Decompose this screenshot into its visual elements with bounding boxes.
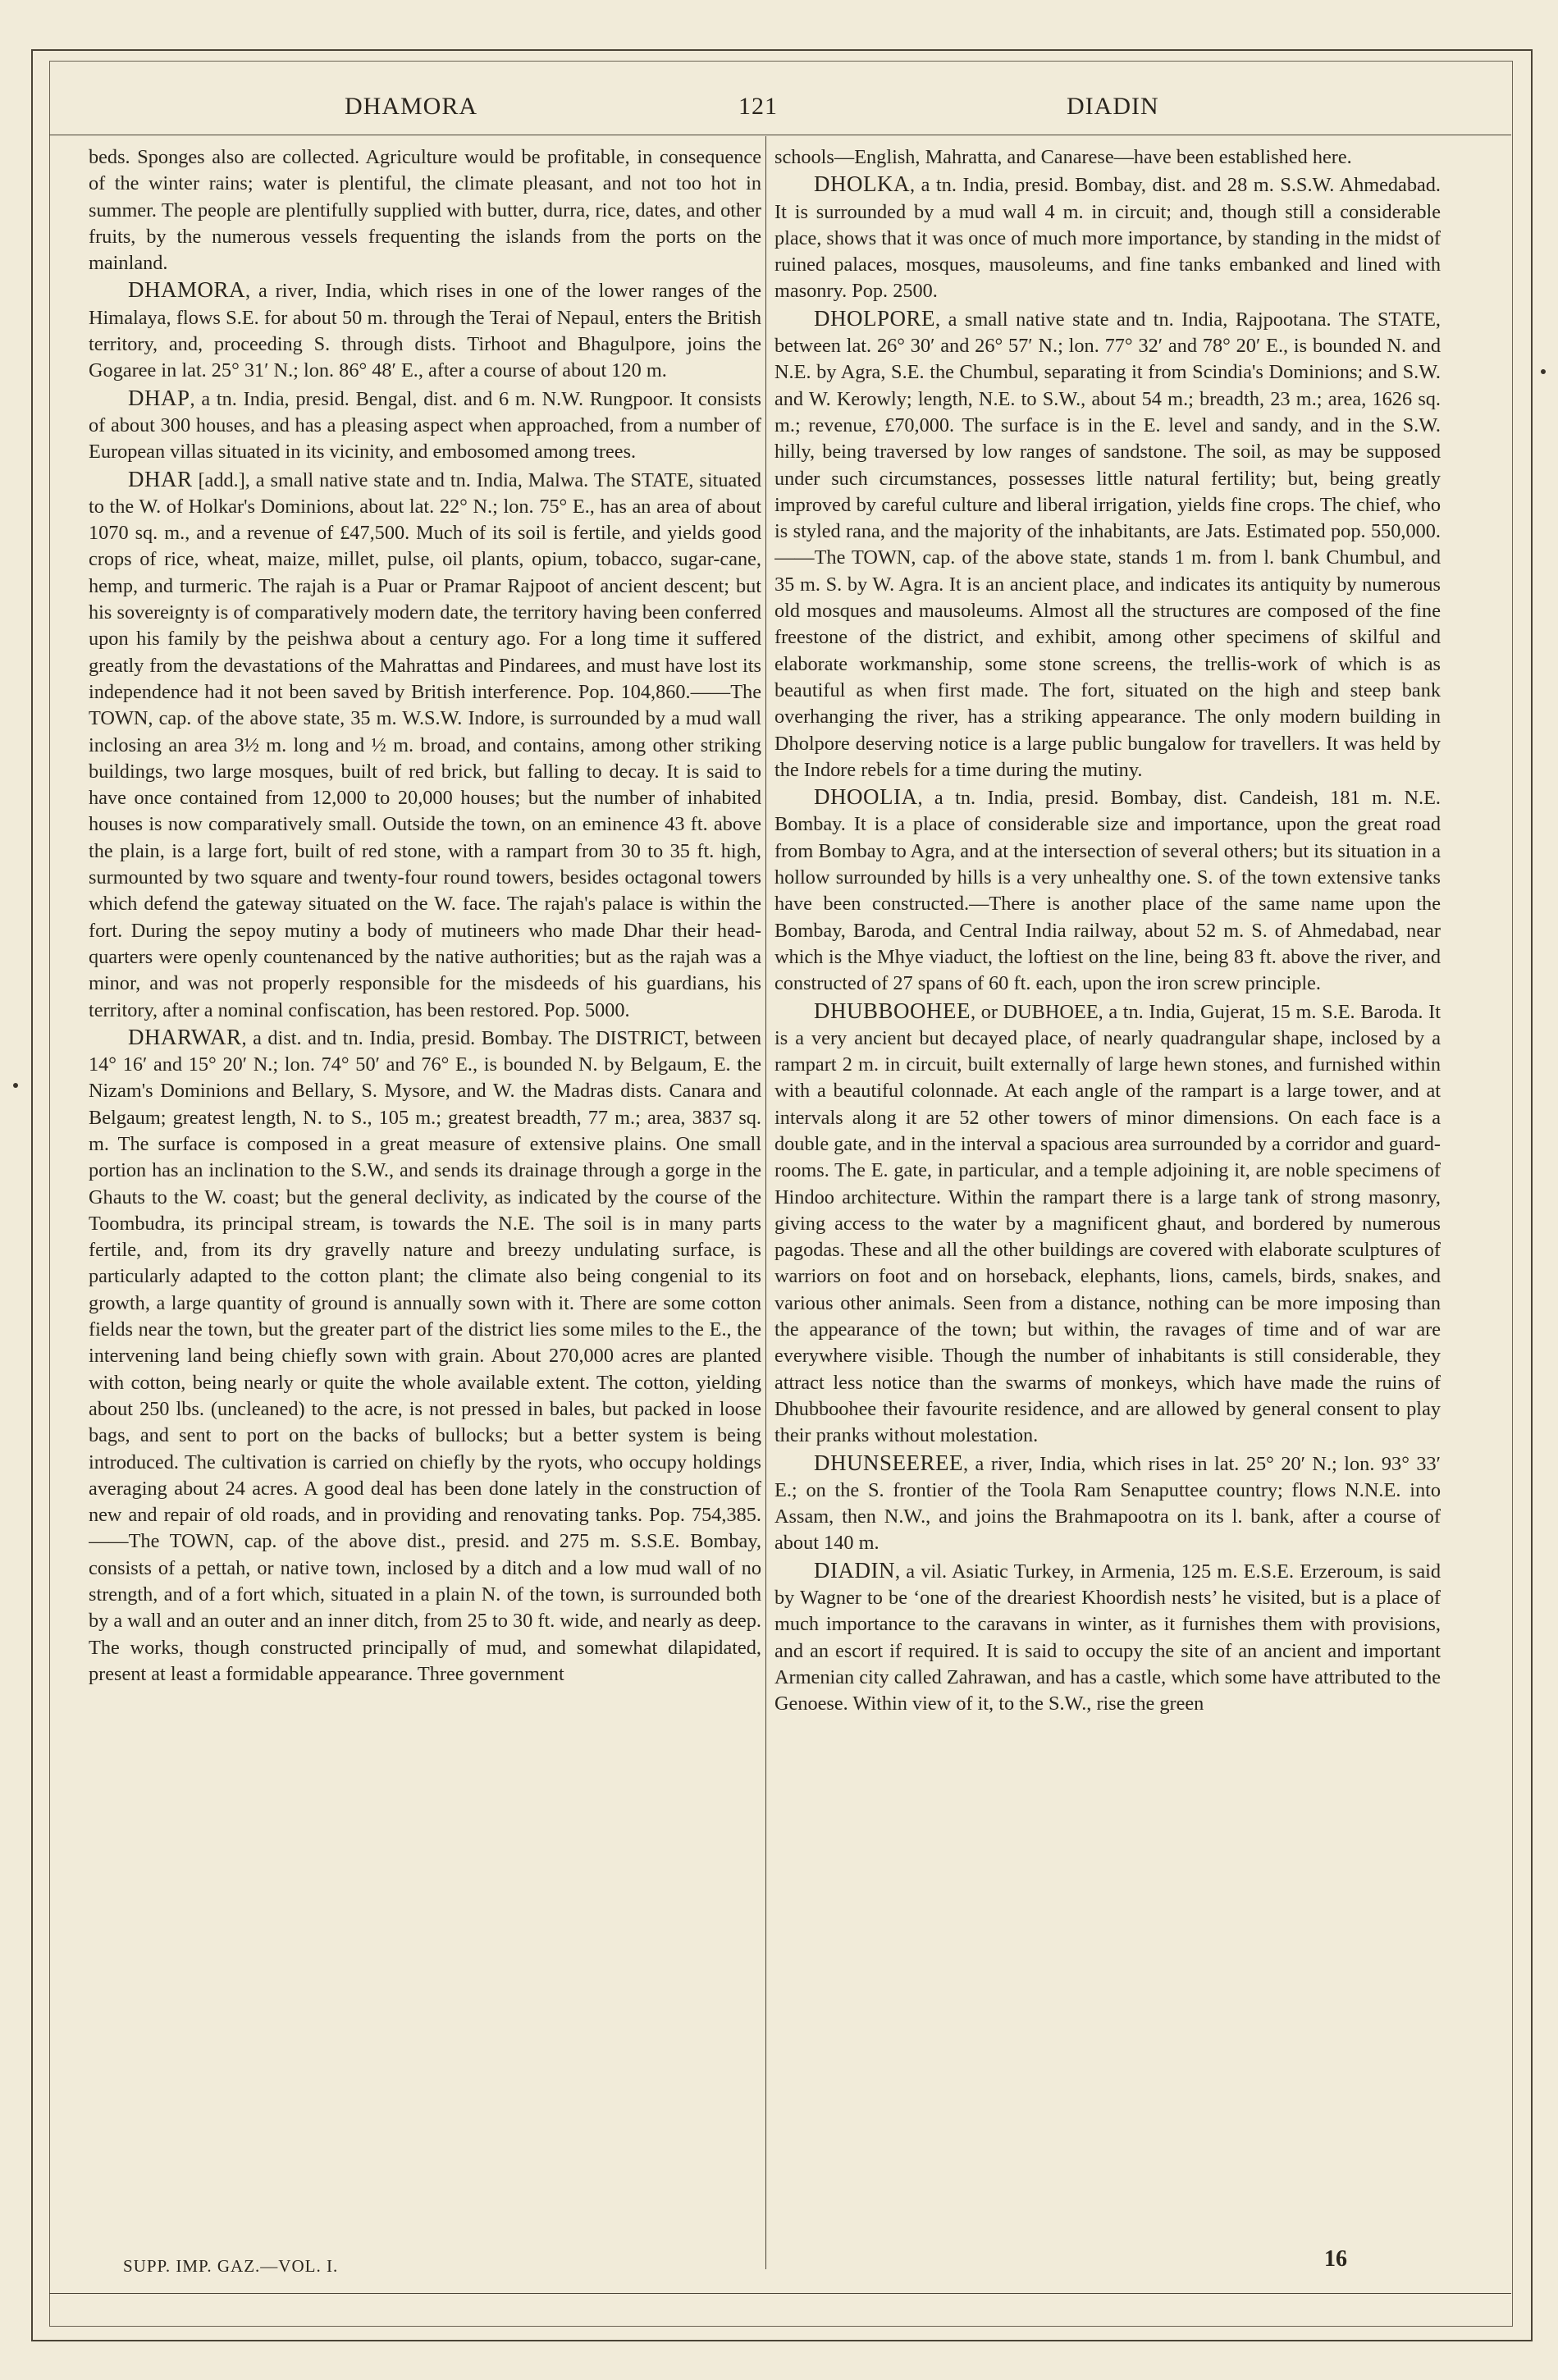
entry-text: , a tn. India, presid. Bengal, dist. and 6 m. N.W. Rungpoor. It consists of about 300 houses, and has a pleasing aspect when approached, from a number of European villas situated in its vicinity, and embosomed among trees.	[89, 387, 761, 464]
entry-text: , a river, India, which rises in lat. 25° 20′ N.; lon. 93° 33′ E.; on the S. frontier of the Toola Ram Senaputtee country; flows N.N.E. into Assam, then N.W., and joins the Brahmapootra on its l. bank, after a course of about 140 m.	[774, 1452, 1441, 1555]
entry-text: , a tn. India, presid. Bombay, dist. and 28 m. S.S.W. Ahmedabad. It is surrounded by a mud wall 4 m. in circuit; and, though still a considerable place, shows that it was once of much more importance, by standing in the midst of ruined palaces, mosques, mausoleums, and fine tanks embanked and lined with masonry. Pop. 2500.	[774, 174, 1441, 303]
headword: DHUNSEEREE	[814, 1450, 963, 1475]
right-para-continuation	[774, 144, 1441, 171]
entry-dharwar	[89, 1024, 761, 1688]
page-number: 121	[738, 93, 778, 120]
headword: DHOLKA	[814, 171, 910, 197]
entry-text: , a river, India, which rises in one of the lower ranges of the Himalaya, flows S.E. for about 50 m. through the Terai of Nepaul, enters the British territory, and, proceeding S. through dists. Tirhoot and Bhagulpore, joins the Gogaree in lat. 25° 31′ N.; lon. 86° 48′ E., after a course of about 120 m.	[89, 280, 761, 382]
margin-dot	[13, 1083, 18, 1088]
headword: DHAP	[128, 385, 190, 410]
entry-text: , or DUBHOEE, a tn. India, Gujerat, 15 m. S.E. Baroda. It is a very ancient but decayed place, of nearly quadrangular shape, inclosed by a rampart 2 m. in circuit, built externally of large hewn stones, and furnished within with a beautiful colonnade. At each angle of the rampart is a large tower, and at intervals along it are 52 other towers of minor dimensions. On each face is a double gate, and in the interval a spacious area surrounded by a corridor and guard-rooms. The E. gate, in particular, and a temple adjoining it, are noble specimens of Hindoo architecture. Within the rampart there is a large tank of strong masonry, giving access to the water by a magnificent ghaut, and bordered by numerous pagodas. These and all the other buildings are covered with elaborate sculptures of warriors on foot and on horseback, elephants, lions, camels, birds, snakes, and various other animals. Seen from a distance, nothing can be more imposing than the appearance of the town; but within, the ravages of time and of war are everywhere visible. Though the number of inhabitants is still considerable, they attract less notice than the swarms of monkeys, which have made the ruins of Dhubboohee their favourite residence, and are allowed by general consent to play their pranks without molestation.	[774, 1000, 1441, 1447]
entry-dhoolia	[774, 783, 1441, 997]
signature-mark: SUPP. IMP. GAZ.—VOL. I.	[123, 2256, 339, 2276]
entry-dhunseeree	[774, 1450, 1441, 1557]
entry-text: , a dist. and tn. India, presid. Bombay. The DISTRICT, between 14° 16′ and 15° 20′ N.; lon. 74° 50′ and 76° E., is bounded N. by Belgaum, E. the Nizam's Dominions and Bellary, S. Mysore, and W. the Madras dists. Canara and Belgaum; greatest length, N. to S., 105 m.; greatest breadth, 77 m.; area, 3837 sq. m. The surface is composed in a great measure of extensive plains. One small portion has an inclination to the S.W., and sends its drainage through a gorge in the Ghauts to the W. coast; but the general declivity, as indicated by the course of the Toombudra, its principal stream, is towards the N.E. The soil is in many parts fertile, and, from its dry gravelly nature and breezy undulating surface, is particularly adapted to the cotton plant; the climate also being congenial to its growth, a large quantity of ground is annually sown with it. There are some cotton fields near the town, but the greater part of the district lies some miles to the E., the intervening land being chiefly sown with grain. About 270,000 acres are planted with cotton, being nearly or quite the whole available extent. The cotton, yielding about 250 lbs. (uncleaned) to the acre, is not pressed in bales, but packed in loose bags, and sent to port on the backs of bullocks; but a better system is being introduced. The cultivation is carried on chiefly by the ryots, who occupy holdings averaging about 24 acres. A good deal has been done lately in the construction of new and repair of old roads, and in providing and renovating tanks. Pop. 754,385.——The TOWN, cap. of the above dist., presid. and 275 m. S.S.E. Bombay, consists of a pettah, or native town, inclosed by a ditch and a low mud wall of no strength, and of a fort which, situated in a plain N. of the town, is surrounded both by a wall and an outer and an inner ditch, from 25 to 30 ft. wide, and nearly as deep. The works, though constructed principally of mud, and somewhat dilapidated, present at least a formidable appearance. Three government	[89, 1026, 761, 1685]
headword: DHOLPORE	[814, 305, 936, 331]
margin-dot	[1541, 369, 1546, 374]
sheet-number: 16	[1324, 2246, 1347, 2272]
left-column	[89, 144, 761, 2253]
entry-text: [add.], a small native state and tn. India, Malwa. The STATE, situated to the W. of Holkar's Dominions, about lat. 22° N.; lon. 75° E., has an area of about 1070 sq. m., and a revenue of £47,500. Much of its soil is fertile, and yields good crops of rice, wheat, maize, millet, pulse, oil plants, opium, tobacco, sugar-cane, hemp, and turmeric. The rajah is a Puar or Pramar Rajpoot of ancient descent; but his sovereignty is of comparatively modern date, the territory having been conferred upon his family by the peishwa about a century ago. For a long time it suffered greatly from the devastations of the Mahrattas and Pindarees, and must have lost its independence had it not been saved by British interference. Pop. 104,860.——The TOWN, cap. of the above state, 35 m. W.S.W. Indore, is surrounded by a mud wall inclosing an area 3½ m. long and ½ m. broad, and contains, among other striking buildings, two large mosques, built of red brick, but falling to decay. It is said to have once contained from 12,000 to 20,000 houses; but the number of inhabited houses is now comparatively small. Outside the town, on an eminence 43 ft. above the plain, is a large fort, built of red stone, with a rampart from 30 to 35 ft. high, surmounted by two square and twenty-four round towers, besides octagonal towers which defend the gateway situated on the W. face. The rajah's palace is within the fort. During the sepoy mutiny a body of mutineers who made Dhar their head-quarters were openly countenanced by the native authorities; but as the rajah was a minor, and was not properly responsible for the misdeeds of his guardians, his territory, after a nominal confiscation, has been restored. Pop. 5000.	[89, 468, 761, 1021]
headword: DHARWAR	[128, 1024, 242, 1049]
entry-dholka	[774, 171, 1441, 304]
para-text: beds. Sponges also are collected. Agriculture would be profitable, in consequence of the winter rains; water is plentiful, the climate pleasant, and not too hot in summer. The people are plentifully supplied with butter, durra, rice, dates, and other fruits, by the numerous vessels frequenting the islands from the ports on the mainland.	[89, 146, 761, 275]
headword: DHOOLIA	[814, 784, 918, 810]
bottom-rule	[49, 2293, 1511, 2294]
entry-dhamora	[89, 276, 761, 384]
column-divider	[765, 136, 766, 2269]
para-text: schools—English, Mahratta, and Canarese—have been established here.	[774, 146, 1352, 168]
entry-diadin	[774, 1557, 1441, 1718]
headword: DHUBBOOHEE	[814, 998, 971, 1023]
headword: DHAR	[128, 466, 193, 491]
right-column	[774, 144, 1441, 2253]
running-head-right: DIADIN	[1067, 93, 1159, 120]
entry-text: , a vil. Asiatic Turkey, in Armenia, 125 m. E.S.E. Erzeroum, is said by Wagner to be ‘one of the dreariest Khoordish nests’ he visited, but is a place of much importance to the caravans in winter, as it furnishes them with provisions, and an escort if required. It is said to occupy the site of an ancient and important Armenian city called Zahrawan, and has a castle, which some have attributed to the Genoese. Within view of it, to the S.W., rise the green	[774, 1560, 1441, 1715]
entry-dhar	[89, 466, 761, 1024]
entry-text: , a small native state and tn. India, Rajpootana. The STATE, between lat. 26° 30′ and 26° 57′ N.; lon. 77° 32′ and 78° 20′ E., is bounded N. and N.E. by Agra, S.E. the Chumbul, separating it from Scindia's Dominions; and S.W. and W. Kerowly; length, N.E. to S.W., about 54 m.; breadth, 23 m.; area, 1626 sq. m.; revenue, £70,000. The surface is in the E. level and sandy, and in the S.W. hilly, being traversed by low ranges of sandstone. The soil, as may be supposed under such circumstances, possesses little natural fertility; but, being greatly improved by careful culture and liberal irrigation, yields fine crops. The chief, who is styled rana, and the majority of the inhabitants, are Jats. Estimated pop. 550,000.——The TOWN, cap. of the above state, stands 1 m. from l. bank Chumbul, and 35 m. S. by W. Agra. It is an ancient place, and indicates its antiquity by numerous old mosques and mausoleums. Almost all the structures are composed of the fine freestone of the district, and exhibit, among other specimens of skilful and elaborate workmanship, some stone screens, the trellis-work of which is as beautiful as when first made. The fort, situated on the high and steep bank overhanging the river, has a striking appearance. The only modern building in Dholpore deserving notice is a large public bungalow for travellers. It was held by the Indore rebels for a time during the mutiny.	[774, 308, 1441, 781]
running-head-left: DHAMORA	[345, 93, 478, 120]
entry-dhubboohee	[774, 998, 1441, 1450]
left-para-continuation	[89, 144, 761, 276]
headword: DIADIN	[814, 1557, 895, 1583]
entry-dholpore	[774, 305, 1441, 783]
entry-text: , a tn. India, presid. Bombay, dist. Candeish, 181 m. N.E. Bombay. It is a place of considerable size and importance, upon the great road from Bombay to Agra, and at the intersection of several others; but its situation in a hollow surrounded by hills is a very unhealthy one. S. of the town extensive tanks have been constructed.—There is another place of the same name upon the Bombay, Baroda, and Central India railway, about 52 m. S. of Ahmedabad, near which is the Mhye viaduct, the loftiest on the line, being 83 ft. above the river, and constructed of 27 spans of 60 ft. each, upon the iron screw principle.	[774, 787, 1441, 995]
headword: DHAMORA	[128, 277, 246, 303]
entry-dhap	[89, 385, 761, 466]
